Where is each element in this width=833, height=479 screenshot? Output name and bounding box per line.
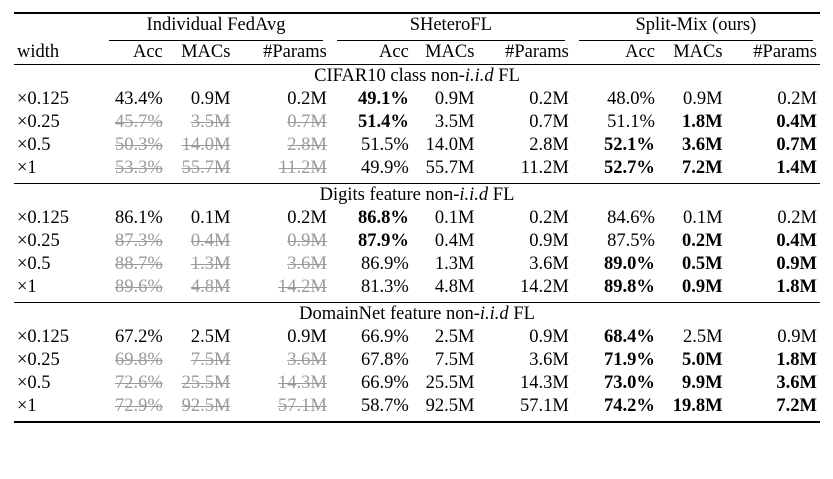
value-cell	[233, 230, 329, 253]
value-text: 92.5M	[425, 396, 475, 416]
section-title-row	[14, 184, 820, 208]
value-text: 3.6M	[287, 254, 327, 274]
value-text: 0.9M	[529, 327, 569, 347]
value-text: 3.6M	[776, 373, 817, 393]
value-cell	[572, 395, 658, 422]
value-text: 72.6%	[114, 373, 163, 393]
width-cell: ×0.125	[17, 208, 70, 228]
value-text: 81.3%	[361, 277, 409, 297]
value-cell	[412, 253, 478, 276]
value-text: 7.2M	[682, 158, 723, 178]
value-cell	[102, 111, 166, 134]
value-text: 0.7M	[776, 135, 817, 155]
value-cell	[726, 230, 820, 253]
value-text: 69.8%	[114, 350, 163, 370]
value-text: 73.0%	[604, 373, 655, 393]
value-cell	[102, 253, 166, 276]
value-text: 3.6M	[529, 254, 569, 274]
table-row	[14, 276, 820, 303]
value-text: 14.2M	[277, 277, 327, 297]
section-title	[14, 184, 820, 208]
value-text: 0.1M	[683, 208, 723, 228]
value-text: 89.6%	[114, 277, 163, 297]
group-header	[102, 13, 330, 41]
value-text: 0.2M	[529, 89, 569, 109]
value-cell	[102, 395, 166, 422]
section-title-prefix: CIFAR10 class non-	[314, 66, 465, 86]
value-cell	[572, 230, 658, 253]
value-cell	[572, 111, 658, 134]
value-text: 86.9%	[361, 254, 409, 274]
value-text: 52.1%	[604, 135, 655, 155]
value-text: 1.3M	[434, 254, 475, 274]
value-text: 67.8%	[361, 350, 409, 370]
value-text: 0.9M	[529, 231, 569, 251]
value-text: 0.4M	[776, 112, 817, 132]
value-text: 49.1%	[357, 89, 409, 109]
value-text: 4.8M	[434, 277, 475, 297]
group-header	[330, 13, 572, 41]
value-cell	[572, 134, 658, 157]
value-cell	[726, 207, 820, 230]
value-cell	[726, 276, 820, 303]
value-text: 57.1M	[277, 396, 327, 416]
value-cell	[658, 276, 726, 303]
group-label-sheterofl: SHeteroFL	[337, 14, 565, 41]
value-cell	[477, 88, 571, 111]
value-cell	[233, 395, 329, 422]
value-text: 66.9%	[361, 327, 409, 347]
value-text: 2.5M	[190, 327, 231, 347]
value-text: 53.3%	[114, 158, 163, 178]
value-text: 89.8%	[604, 277, 655, 297]
value-cell	[330, 230, 412, 253]
value-cell	[412, 88, 478, 111]
value-cell	[102, 230, 166, 253]
column-header-macs: MACs	[425, 42, 475, 62]
value-text: 14.2M	[519, 277, 569, 297]
value-cell	[166, 134, 234, 157]
value-text: 0.9M	[287, 231, 327, 251]
group-header-empty	[14, 13, 102, 41]
value-cell	[658, 230, 726, 253]
value-cell	[477, 134, 571, 157]
value-cell	[330, 276, 412, 303]
value-text: 1.4M	[776, 158, 817, 178]
value-text: 7.2M	[776, 396, 817, 416]
width-cell: ×0.25	[17, 112, 60, 132]
value-cell	[412, 111, 478, 134]
value-text: 1.8M	[776, 350, 817, 370]
section-title	[14, 65, 820, 89]
results-table-body	[14, 65, 820, 423]
value-cell	[658, 395, 726, 422]
value-cell	[233, 134, 329, 157]
value-text: 9.9M	[682, 373, 723, 393]
value-text: 2.5M	[434, 327, 475, 347]
value-cell	[330, 395, 412, 422]
value-text: 0.2M	[682, 231, 723, 251]
value-text: 25.5M	[181, 373, 231, 393]
group-label-split-mix: Split-Mix (ours)	[579, 14, 813, 41]
value-text: 0.9M	[683, 89, 723, 109]
value-cell	[233, 372, 329, 395]
value-cell	[330, 349, 412, 372]
section-title-italic: i.i.d	[464, 66, 494, 86]
table-row	[14, 207, 820, 230]
value-text: 55.7M	[425, 158, 475, 178]
value-cell	[233, 253, 329, 276]
column-header-acc: Acc	[132, 42, 163, 62]
value-cell	[658, 372, 726, 395]
value-text: 51.5%	[361, 135, 409, 155]
value-cell	[166, 372, 234, 395]
value-cell	[726, 88, 820, 111]
value-text: 25.5M	[425, 373, 475, 393]
section-title-suffix: FL	[493, 66, 520, 86]
column-header-params: #Params	[753, 42, 817, 62]
results-table	[14, 12, 820, 423]
value-text: 51.4%	[357, 112, 409, 132]
value-text: 14.0M	[425, 135, 475, 155]
value-text: 66.9%	[361, 373, 409, 393]
value-cell	[477, 207, 571, 230]
value-text: 3.5M	[434, 112, 475, 132]
value-text: 0.9M	[190, 89, 231, 109]
value-text: 71.9%	[604, 350, 655, 370]
value-cell	[726, 157, 820, 184]
value-cell	[412, 326, 478, 349]
value-cell	[477, 326, 571, 349]
group-header	[572, 13, 820, 41]
value-cell	[166, 349, 234, 372]
section-title-prefix: Digits feature non-	[319, 185, 460, 205]
value-cell	[477, 395, 571, 422]
value-cell	[572, 253, 658, 276]
value-cell	[658, 207, 726, 230]
section-title-suffix: FL	[488, 185, 515, 205]
section-title-suffix: FL	[508, 304, 535, 324]
column-header-macs: MACs	[673, 42, 723, 62]
value-cell	[572, 207, 658, 230]
value-text: 50.3%	[114, 135, 163, 155]
table-row	[14, 157, 820, 184]
column-header-params: #Params	[505, 42, 569, 62]
value-cell	[330, 88, 412, 111]
value-cell	[233, 157, 329, 184]
section-title	[14, 303, 820, 327]
value-text: 0.2M	[777, 208, 817, 228]
value-cell	[233, 88, 329, 111]
width-cell: ×0.5	[17, 135, 51, 155]
section-title-italic: i.i.d	[459, 185, 489, 205]
value-cell	[166, 253, 234, 276]
value-cell	[658, 157, 726, 184]
value-cell	[412, 207, 478, 230]
table-row	[14, 230, 820, 253]
group-header-row	[14, 13, 820, 41]
value-cell	[330, 253, 412, 276]
table-row	[14, 88, 820, 111]
table-row	[14, 372, 820, 395]
value-cell	[330, 372, 412, 395]
value-text: 7.5M	[190, 350, 231, 370]
value-cell	[330, 111, 412, 134]
value-cell	[726, 372, 820, 395]
value-cell	[166, 111, 234, 134]
width-cell: ×1	[17, 158, 37, 178]
value-text: 1.3M	[190, 254, 231, 274]
value-cell	[477, 253, 571, 276]
width-cell: ×0.125	[17, 89, 70, 109]
section-title-prefix: DomainNet feature non-	[299, 304, 480, 324]
value-cell	[477, 276, 571, 303]
value-text: 11.2M	[278, 158, 327, 178]
value-text: 49.9%	[361, 158, 409, 178]
value-cell	[726, 349, 820, 372]
value-text: 68.4%	[604, 327, 655, 347]
value-text: 0.9M	[777, 327, 817, 347]
value-cell	[412, 157, 478, 184]
value-cell	[102, 349, 166, 372]
value-text: 43.4%	[114, 89, 163, 109]
value-cell	[102, 207, 166, 230]
value-text: 57.1M	[519, 396, 569, 416]
value-text: 3.5M	[190, 112, 231, 132]
column-header-macs: MACs	[181, 42, 231, 62]
value-text: 55.7M	[181, 158, 231, 178]
width-cell: ×1	[17, 277, 37, 297]
value-text: 2.5M	[683, 327, 723, 347]
value-cell	[102, 276, 166, 303]
value-text: 1.8M	[776, 277, 817, 297]
value-text: 11.2M	[520, 158, 569, 178]
value-cell	[166, 157, 234, 184]
value-cell	[658, 349, 726, 372]
value-cell	[477, 372, 571, 395]
value-cell	[477, 349, 571, 372]
value-text: 0.1M	[434, 208, 475, 228]
value-text: 0.2M	[529, 208, 569, 228]
value-text: 0.5M	[682, 254, 723, 274]
value-text: 0.9M	[287, 327, 327, 347]
column-header-acc: Acc	[625, 42, 655, 62]
value-cell	[102, 157, 166, 184]
table-row	[14, 395, 820, 422]
value-text: 67.2%	[114, 327, 163, 347]
value-text: 48.0%	[607, 89, 655, 109]
value-text: 86.8%	[357, 208, 409, 228]
value-text: 74.2%	[604, 396, 655, 416]
value-text: 84.6%	[607, 208, 655, 228]
value-cell	[102, 88, 166, 111]
value-cell	[102, 326, 166, 349]
section-title-row	[14, 303, 820, 327]
width-cell: ×0.125	[17, 327, 70, 347]
value-text: 58.7%	[361, 396, 409, 416]
value-cell	[572, 372, 658, 395]
value-cell	[658, 88, 726, 111]
value-cell	[166, 276, 234, 303]
value-cell	[412, 134, 478, 157]
value-cell	[166, 395, 234, 422]
value-text: 0.4M	[434, 231, 475, 251]
column-header-row	[14, 41, 820, 65]
value-text: 52.7%	[604, 158, 655, 178]
value-cell	[233, 111, 329, 134]
value-text: 88.7%	[114, 254, 163, 274]
value-cell	[658, 111, 726, 134]
value-cell	[412, 349, 478, 372]
table-row	[14, 326, 820, 349]
value-text: 7.5M	[434, 350, 475, 370]
value-cell	[330, 326, 412, 349]
value-cell	[658, 326, 726, 349]
value-text: 0.4M	[776, 231, 817, 251]
width-cell: ×0.25	[17, 350, 60, 370]
value-text: 0.7M	[287, 112, 327, 132]
width-cell: ×0.25	[17, 231, 60, 251]
value-text: 92.5M	[181, 396, 231, 416]
value-cell	[572, 157, 658, 184]
value-cell	[726, 326, 820, 349]
value-cell	[572, 88, 658, 111]
value-cell	[330, 157, 412, 184]
value-cell	[572, 276, 658, 303]
value-cell	[330, 134, 412, 157]
value-text: 0.1M	[190, 208, 231, 228]
value-cell	[233, 276, 329, 303]
value-cell	[412, 372, 478, 395]
value-text: 3.6M	[287, 350, 327, 370]
column-header-params: #Params	[263, 42, 327, 62]
value-cell	[166, 230, 234, 253]
width-cell: ×0.5	[17, 254, 51, 274]
value-cell	[477, 230, 571, 253]
value-cell	[412, 230, 478, 253]
column-header-width: width	[17, 42, 60, 62]
value-cell	[726, 111, 820, 134]
value-cell	[658, 134, 726, 157]
value-cell	[726, 134, 820, 157]
value-text: 3.6M	[529, 350, 569, 370]
table-row	[14, 111, 820, 134]
value-cell	[477, 157, 571, 184]
value-cell	[572, 349, 658, 372]
value-text: 14.3M	[519, 373, 569, 393]
value-cell	[658, 253, 726, 276]
value-cell	[233, 207, 329, 230]
value-cell	[412, 276, 478, 303]
value-text: 0.7M	[529, 112, 569, 132]
value-text: 3.6M	[682, 135, 723, 155]
value-text: 2.8M	[287, 135, 327, 155]
value-cell	[233, 349, 329, 372]
value-text: 87.5%	[607, 231, 655, 251]
section-title-row	[14, 65, 820, 89]
value-text: 19.8M	[672, 396, 723, 416]
value-cell	[166, 207, 234, 230]
value-text: 2.8M	[529, 135, 569, 155]
value-cell	[412, 395, 478, 422]
value-cell	[726, 395, 820, 422]
table-row	[14, 349, 820, 372]
value-text: 0.9M	[776, 254, 817, 274]
value-cell	[330, 207, 412, 230]
value-text: 72.9%	[114, 396, 163, 416]
value-text: 14.3M	[277, 373, 327, 393]
value-text: 86.1%	[114, 208, 163, 228]
value-text: 0.9M	[434, 89, 475, 109]
value-text: 1.8M	[682, 112, 723, 132]
value-text: 14.0M	[181, 135, 231, 155]
width-cell: ×0.5	[17, 373, 51, 393]
value-text: 0.9M	[682, 277, 723, 297]
value-cell	[726, 253, 820, 276]
value-cell	[477, 111, 571, 134]
value-text: 45.7%	[114, 112, 163, 132]
value-text: 0.2M	[777, 89, 817, 109]
value-cell	[572, 326, 658, 349]
value-text: 51.1%	[607, 112, 655, 132]
value-cell	[233, 326, 329, 349]
value-text: 5.0M	[682, 350, 723, 370]
value-cell	[102, 134, 166, 157]
table-row	[14, 253, 820, 276]
value-text: 87.3%	[114, 231, 163, 251]
value-text: 0.2M	[287, 89, 327, 109]
value-cell	[166, 326, 234, 349]
value-cell	[166, 88, 234, 111]
value-text: 0.2M	[287, 208, 327, 228]
table-row	[14, 134, 820, 157]
group-label-individual-fedavg: Individual FedAvg	[109, 14, 323, 41]
section-title-italic: i.i.d	[479, 304, 509, 324]
width-cell: ×1	[17, 396, 37, 416]
value-text: 4.8M	[190, 277, 231, 297]
value-cell	[102, 372, 166, 395]
column-header-acc: Acc	[379, 42, 409, 62]
value-text: 89.0%	[604, 254, 655, 274]
value-text: 87.9%	[357, 231, 409, 251]
value-text: 0.4M	[190, 231, 231, 251]
